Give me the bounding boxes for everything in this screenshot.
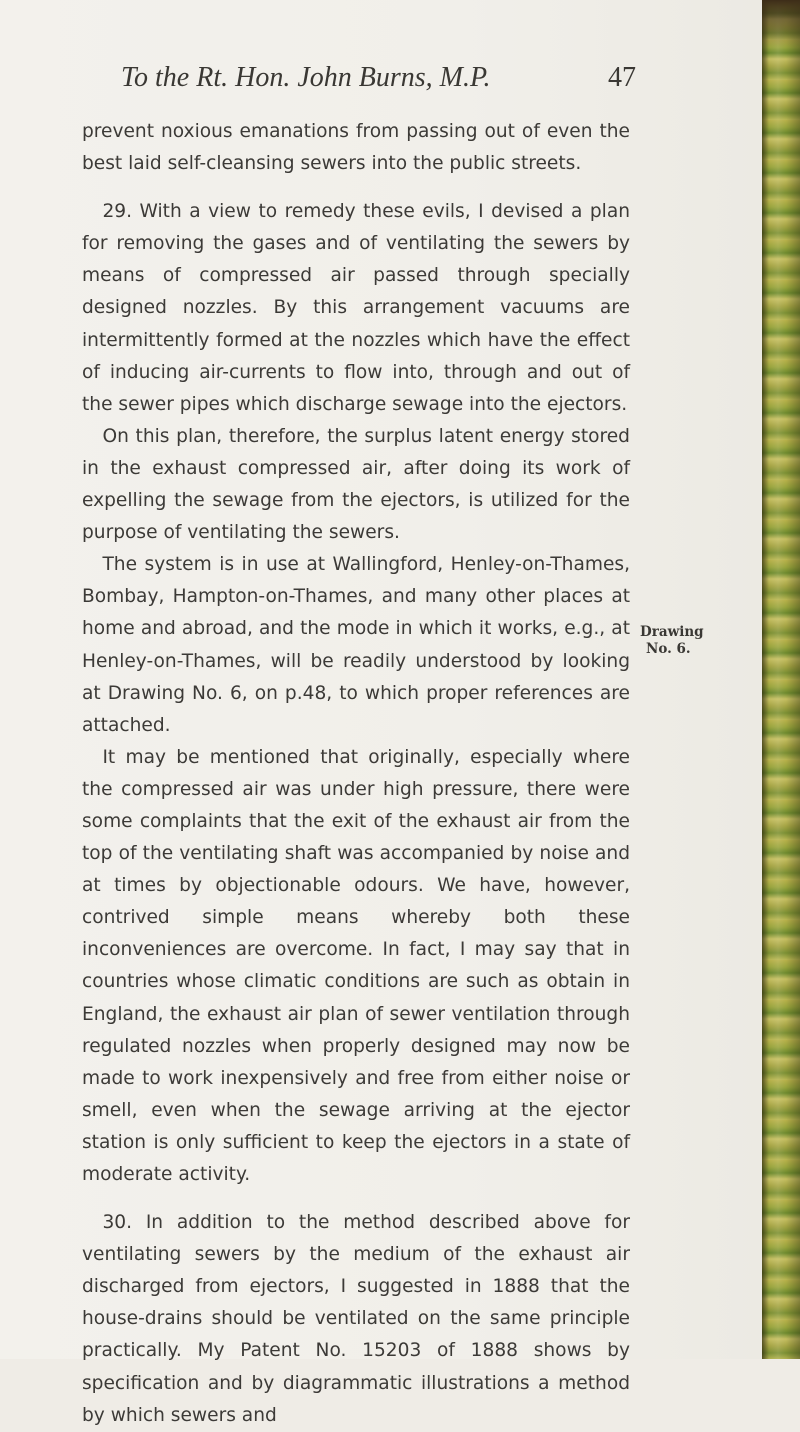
paragraph: 30. In addition to the method described above for ventilating sewers by the medium of the exhaust air discharged from ejectors, I suggested in 1888 that the house-drains should be ventilated on the same principle practically. My Patent No. 15203 of 1888 shows by specification and by diagrammatic illustrations a method by which sewers and: [82, 1212, 630, 1426]
margin-note: [640, 624, 704, 658]
paragraph: The system is in use at Wallingford, Henley-on-Thames, Bombay, Hampton-on-Thames, and many other places at home and abroad, and the mode in which it works, e.g., at Henley-on-Thames, will be readily understood by looking at Drawing No. 6, on p.48, to which proper references are attached.: [82, 554, 630, 736]
body-text: [82, 116, 630, 1432]
running-head: To the Rt. Hon. John Burns, M.P.: [121, 62, 491, 93]
paragraph: prevent noxious emanations from passing out of even the best laid self-cleansing sewers into the public streets.: [82, 121, 630, 175]
binding-shadow: [762, 0, 800, 1359]
paragraph: 29. With a view to remedy these evils, I devised a plan for removing the gases and of ventilating the sewers by means of compressed air passed through specially designed nozzles. By this arrangement vacuums are intermittently formed at the nozzles which have the effect of inducing air-currents to flow into, through and out of the sewer pipes which discharge sewage into the ejectors.: [82, 201, 630, 415]
paragraph: On this plan, therefore, the surplus latent energy stored in the exhaust compressed air, after doing its work of expelling the sewage from the ejectors, is utilized for the purpose of ventilating the sewers.: [82, 425, 630, 544]
margin-note-line: Drawing: [640, 624, 704, 640]
paragraph: It may be mentioned that originally, especially where the compressed air was under high pressure, there were some complaints that the exit of the exhaust air from the top of the ventilating shaft was accompanied by noise and at times by objectionable odours. We have, however, contrived simple means whereby both these inconveniences are overcome. In fact, I may say that in countries whose climatic conditions are such as obtain in England, the exhaust air plan of sewer ventilation through regulated nozzles when properly designed may now be made to work inexpensively and free from either noise or smell, even when the sewage arriving at the ejector station is only sufficient to keep the ejectors in a state of moderate activity.: [82, 746, 630, 1185]
page-number: 47: [608, 62, 636, 93]
page-header: [0, 62, 762, 102]
margin-note-line: No. 6.: [646, 641, 691, 657]
binding-top-shadow: [762, 0, 800, 48]
